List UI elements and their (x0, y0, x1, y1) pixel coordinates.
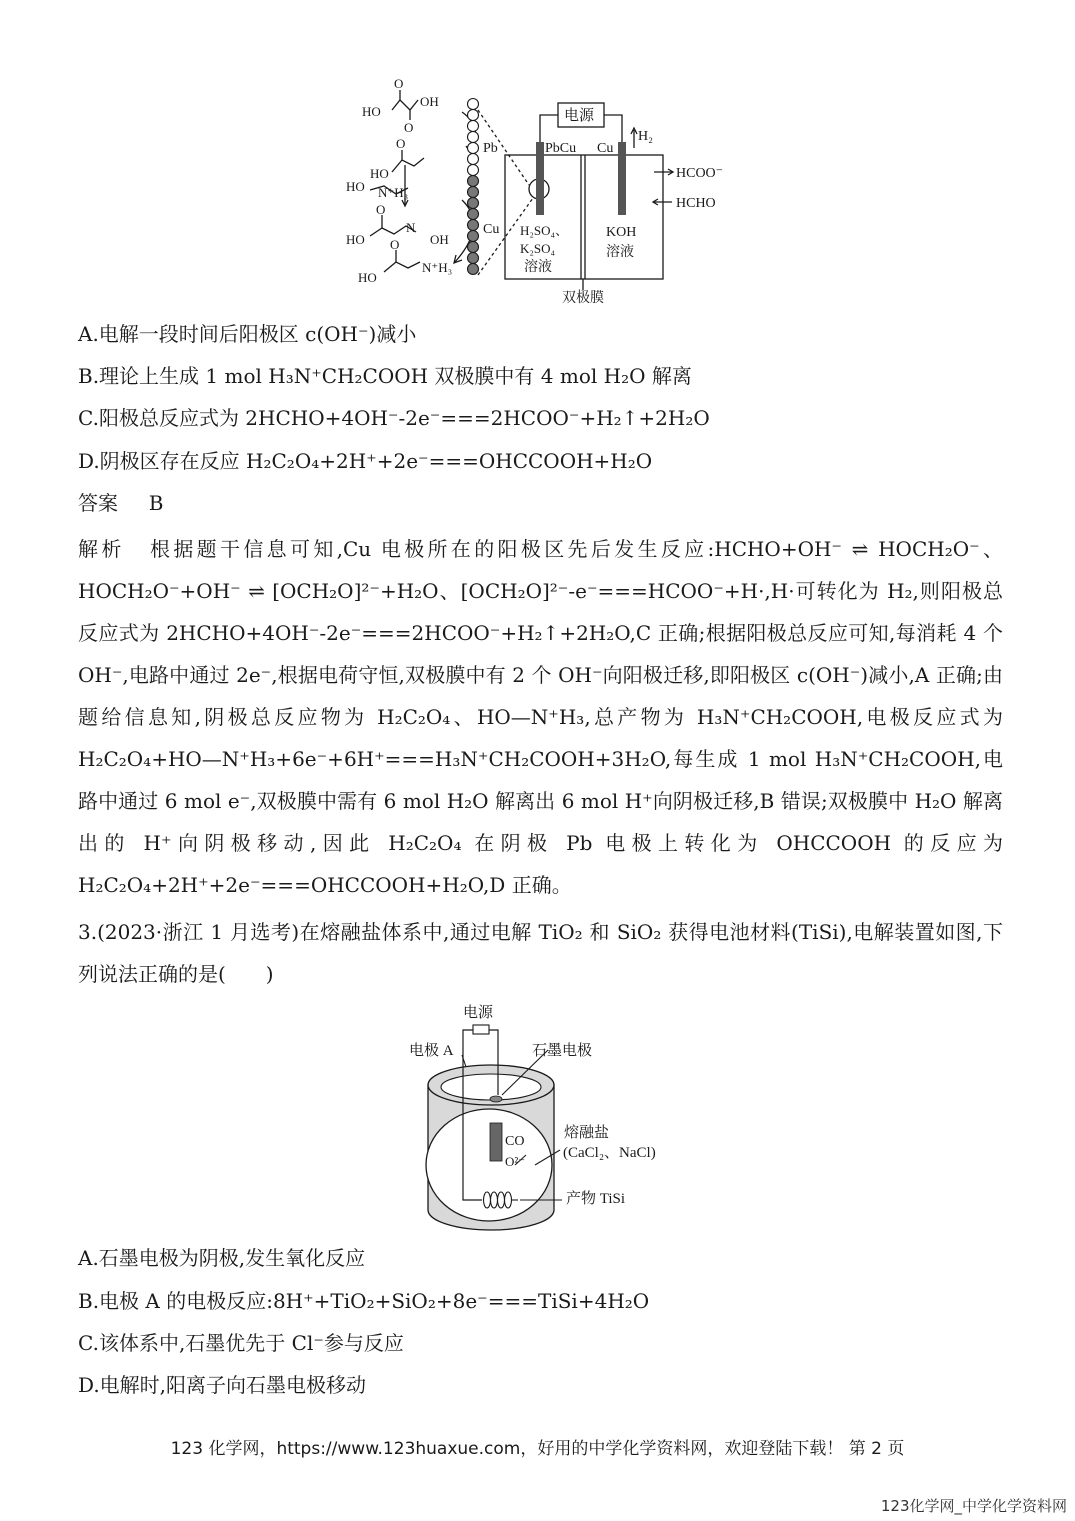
mol5-nh3: N⁺H₃ (422, 260, 453, 275)
mol3-ho: HO (346, 179, 365, 194)
mol4-o: O (376, 202, 386, 217)
left-solution-3: 溶液 (524, 260, 552, 275)
q3-stem: 3.(2023·浙江 1 月选考)在熔融盐体系中,通过电解 TiO₂ 和 SiO₂ 获得电池材料(TiSi),电解装置如图,下列说法正确的是( ) (78, 920, 1003, 986)
site-watermark: 123化学网_中学化学资料网 (880, 1497, 1067, 1515)
mol1-oh: OH (420, 94, 439, 109)
h2-label: H₂ (638, 129, 653, 144)
right-solution-1: KOH (606, 225, 637, 240)
page-footer: 123 化学网，https://www.123huaxue.com，好用的中学化学资料网，欢迎登陆下载！ 第 2 页 (170, 1439, 905, 1459)
electrolysis-diagram-1 (0, 0, 1075, 320)
q3-option-b: B.电极 A 的电极反应:8H⁺+TiO₂+SiO₂+8e⁻===TiSi+4H₂O (78, 1289, 650, 1313)
cu-label-left: Cu (483, 222, 500, 237)
q3-option-d: D.电解时,阳离子向石墨电极移动 (78, 1373, 367, 1397)
mol3-nh3: N⁺H₃ (378, 185, 409, 200)
co-label: CO (505, 1134, 525, 1149)
mol1-o-bottom: O (404, 120, 414, 135)
mol4-n: N (406, 220, 416, 235)
product-label: 产物 TiSi (566, 1191, 626, 1207)
mol4-ho: HO (346, 232, 365, 247)
electrode-a-label: 电极 A (409, 1043, 454, 1059)
cu-electrode-label: Cu (597, 141, 614, 156)
graphite-label: 石墨电极 (532, 1043, 593, 1059)
molten-salt-label: 熔融盐 (564, 1125, 610, 1141)
answer-label: 答案 (78, 491, 118, 515)
hcoo-label: HCOO⁻ (676, 166, 724, 181)
mol5-ho: HO (358, 270, 377, 285)
analysis-text: 根据题干信息可知,Cu 电极所在的阳极区先后发生反应:HCHO+OH⁻ ⇌ HOCH₂O⁻、HOCH₂O⁻+OH⁻ ⇌ [OCH₂O]²⁻+H₂O、[OCH₂O]²⁻-e⁻===HCOO⁻+H·,H·可转化为 H₂,则阳极总反应式为 2HCHO+4OH⁻-2e⁻===2HCOO⁻+H₂↑+2H₂O,C 正确;根据阳极总反应可知,每消耗 4 个 OH⁻,电路中通过 2e⁻,根据电荷守恒,双极膜中有 2 个 OH⁻向阳极迁移,即阳极区 c(OH⁻)减小,A 正确;由题给信息知,阴极总反应物为 H₂C₂O₄、HO—N⁺H₃,总产物为 H₃N⁺CH₂COOH,电极反应式为 H₂C₂O₄+HO—N⁺H₃+6e⁻+6H⁺===H₃N⁺CH₂COOH+3H₂O,每生成 1 mol H₃N⁺CH₂COOH,电路中通过 6 mol e⁻,双极膜中需有 6 mol H₂O 解离出 6 mol H⁺向阴极迁移,B 错误;双极膜中 H₂O 解离出的 H⁺向阴极移动,因此 H₂C₂O₄ 在阴极 Pb 电极上转化为 OHCCOOH 的反应为 H₂C₂O₄+2H⁺+2e⁻===OHCCOOH+H₂O,D 正确。 (78, 537, 1004, 897)
q2-option-d: D.阴极区存在反应 H₂C₂O₄+2H⁺+2e⁻===OHCCOOH+H₂O (78, 449, 653, 473)
mol2-o: O (396, 136, 406, 151)
pbcu-label: PbCu (545, 141, 577, 156)
electrolysis-diagram-2 (0, 995, 1075, 1235)
mol1-ho: HO (362, 104, 381, 119)
mol4-oh: OH (430, 232, 449, 247)
left-solution-2: K₂SO₄ (520, 241, 556, 256)
analysis-block (78, 528, 1003, 906)
left-solution-1: H₂SO₄、 (520, 223, 569, 238)
mol5-o: O (390, 237, 400, 252)
q2-option-b: B.理论上生成 1 mol H₃N⁺CH₂COOH 双极膜中有 4 mol H₂O 解离 (78, 364, 692, 388)
power-label: 电源 (564, 108, 595, 124)
hcho-label: HCHO (676, 196, 716, 211)
o2-label: O²⁻ (505, 1154, 526, 1169)
answer-value: B (148, 491, 164, 515)
q3-option-a: A.石墨电极为阴极,发生氧化反应 (78, 1246, 366, 1270)
analysis-label: 解析 (78, 537, 125, 561)
q2-option-c: C.阳极总反应式为 2HCHO+4OH⁻-2e⁻===2HCOO⁻+H₂↑+2H₂O (78, 406, 710, 430)
q3-option-c: C.该体系中,石墨优先于 Cl⁻参与反应 (78, 1331, 404, 1355)
right-solution-2: 溶液 (606, 245, 634, 260)
molten-salt-composition: (CaCl₂、NaCl) (563, 1145, 656, 1161)
membrane-label: 双极膜 (562, 291, 604, 306)
mol1-o-top: O (394, 76, 404, 91)
mol2-ho: HO (370, 166, 389, 181)
answer-row (78, 490, 163, 516)
pb-label: Pb (483, 141, 498, 156)
power-label-2: 电源 (463, 1005, 494, 1021)
q2-option-a: A.电解一段时间后阳极区 c(OH⁻)减小 (78, 322, 417, 346)
